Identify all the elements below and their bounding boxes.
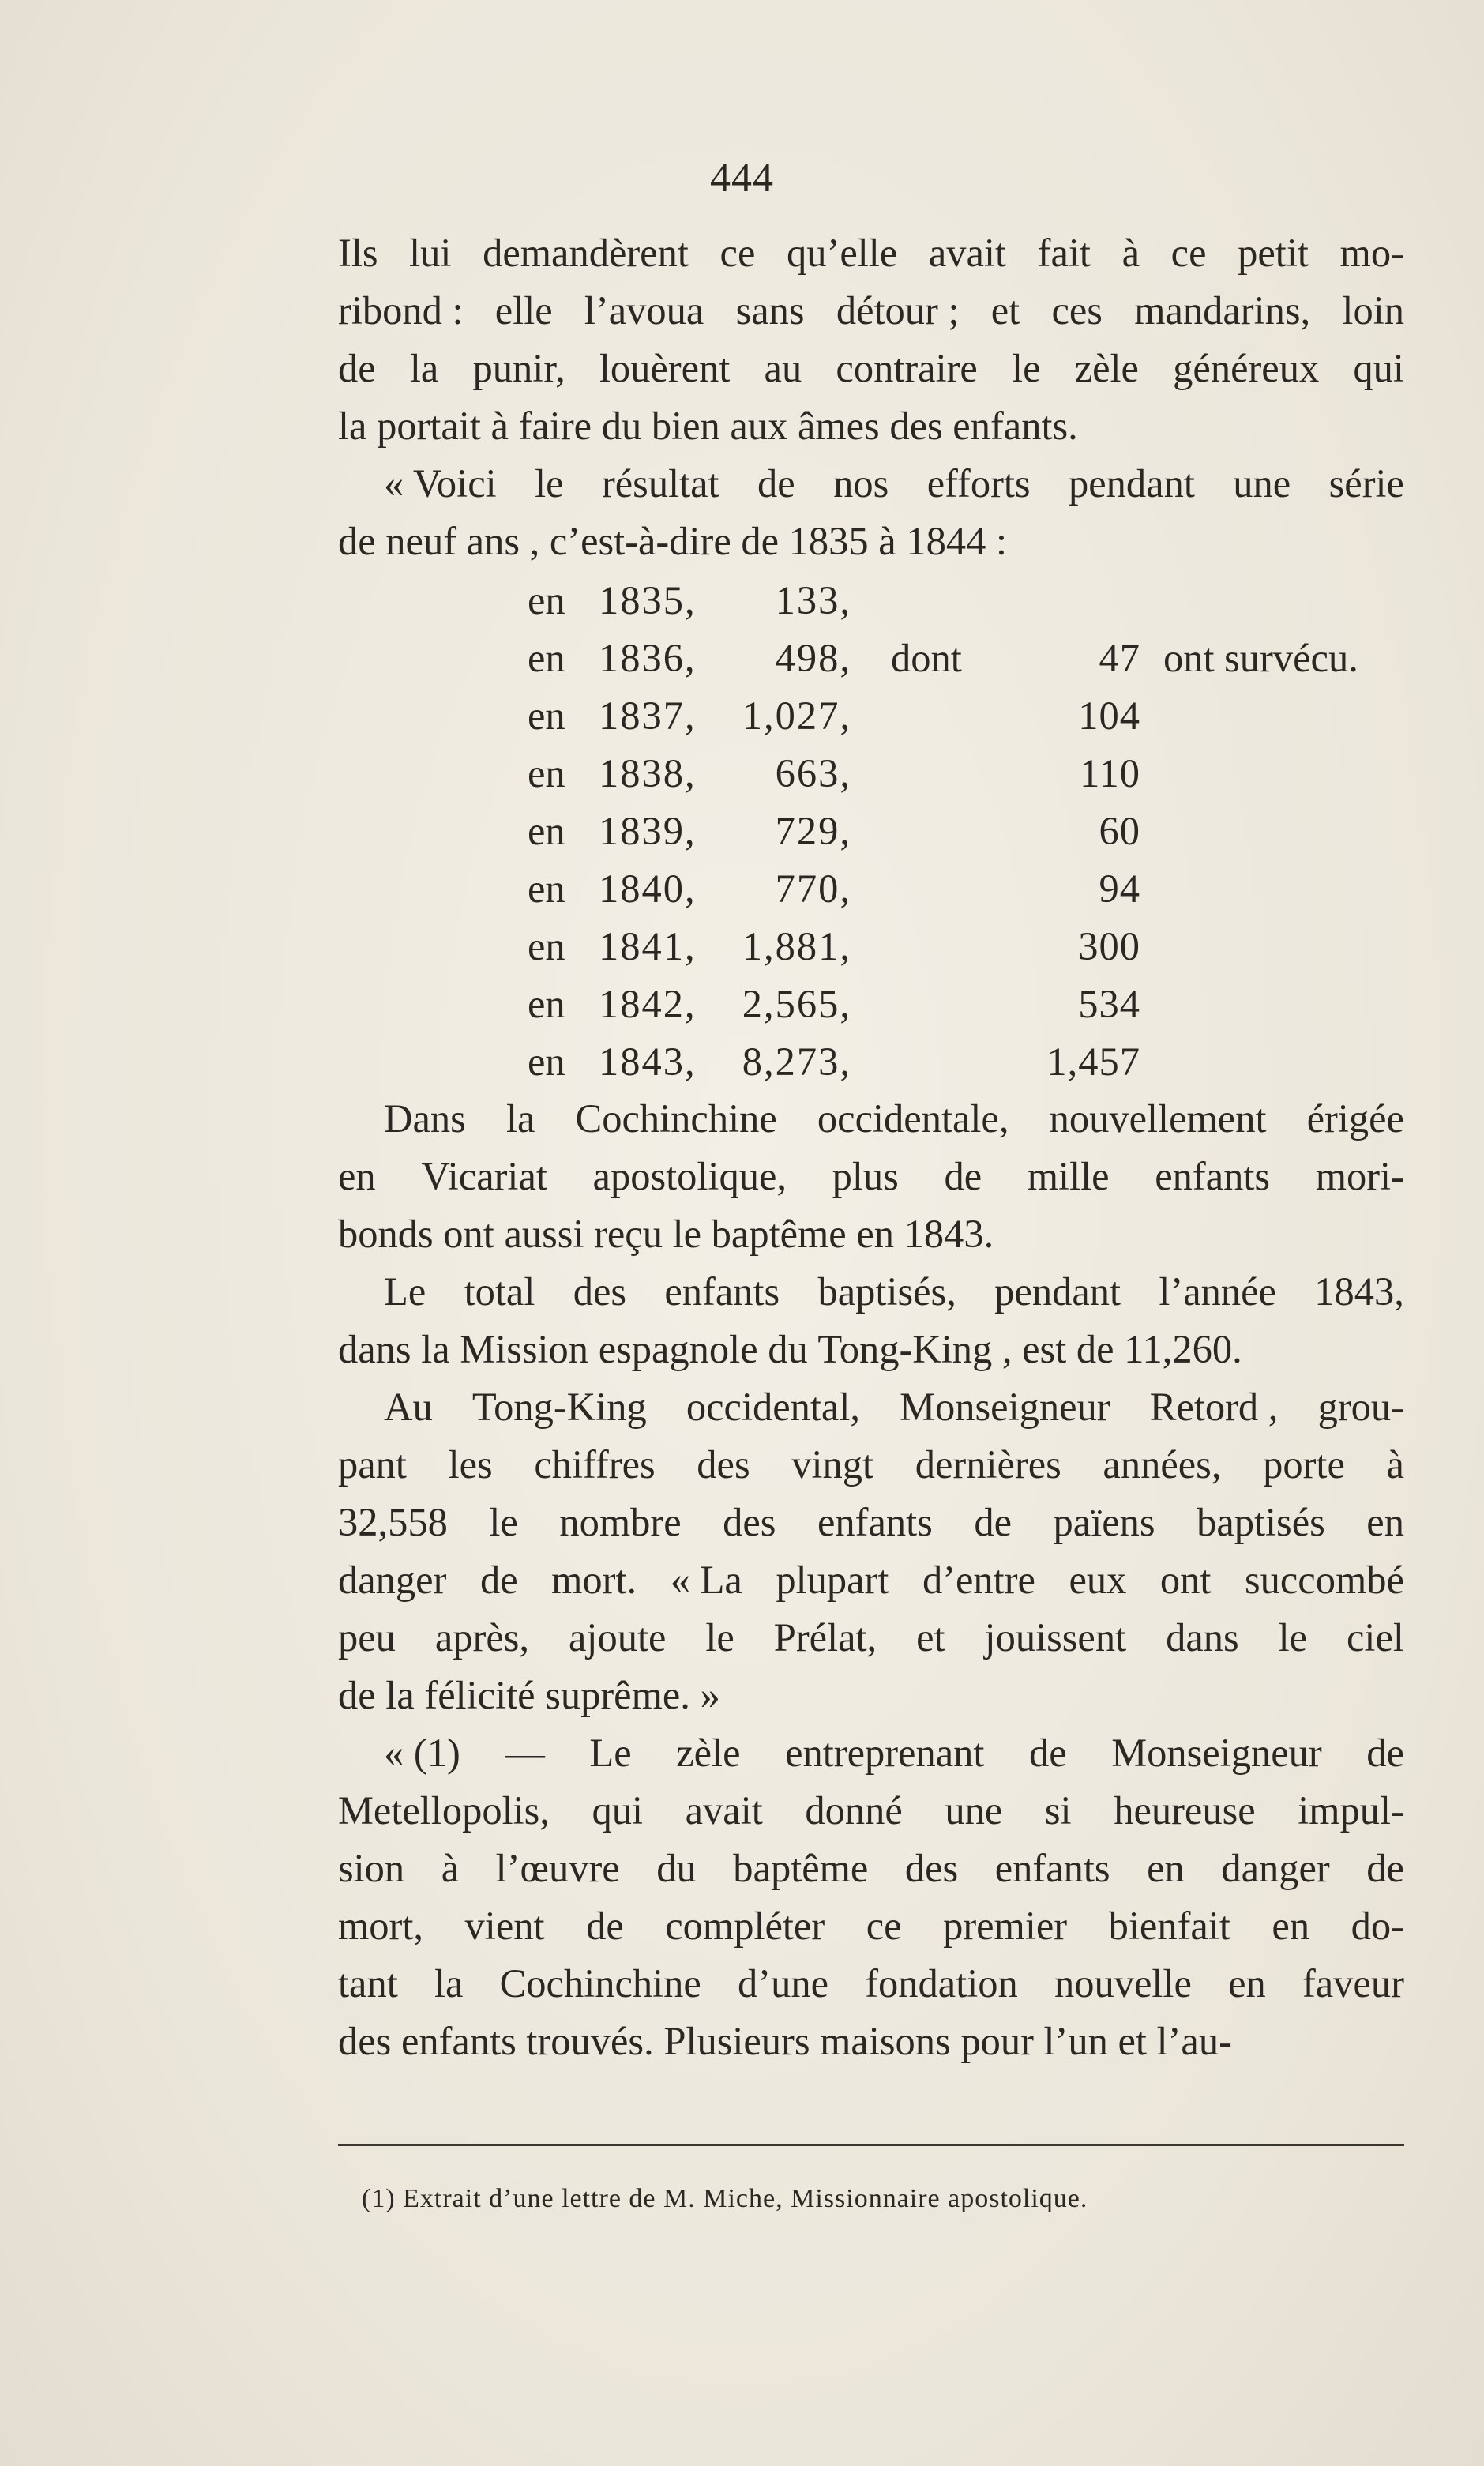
word: des xyxy=(889,404,943,448)
row-prefix: en xyxy=(528,924,565,968)
word: impul- xyxy=(1298,1788,1404,1833)
row-prefix: en xyxy=(528,636,565,680)
word: qu’elle xyxy=(787,231,898,275)
text-line xyxy=(338,282,1404,340)
word: ce xyxy=(1170,231,1207,275)
word: des xyxy=(697,1442,750,1487)
word: enfants xyxy=(664,1269,780,1314)
word: « Voici xyxy=(384,461,497,506)
word: qui xyxy=(1353,346,1404,390)
survived-count: 60 xyxy=(1099,809,1140,853)
page-number: 444 xyxy=(710,156,774,201)
text-line xyxy=(338,1551,1404,1609)
survived-count: 1,457 xyxy=(1046,1039,1140,1084)
text-line xyxy=(338,1378,1404,1436)
word: Cochinchine xyxy=(575,1096,777,1141)
word: à xyxy=(441,1846,460,1890)
word: vingt xyxy=(791,1442,874,1487)
word: en xyxy=(1366,1500,1404,1544)
word: faire xyxy=(518,404,592,448)
text-line xyxy=(338,1897,1404,1955)
word: 11,260. xyxy=(1124,1327,1242,1371)
word: une xyxy=(945,1788,1003,1833)
word: des xyxy=(573,1269,627,1314)
text-line xyxy=(338,1263,1404,1321)
word: pendant xyxy=(1069,461,1195,506)
table-row xyxy=(338,918,1404,975)
word: enfants. xyxy=(952,404,1078,448)
word: fondation xyxy=(865,1961,1018,2006)
year-cell: 1839, xyxy=(599,809,697,853)
word: premier xyxy=(943,1904,1068,1948)
word: 1843. xyxy=(904,1212,994,1256)
survived-note: ont survécu. xyxy=(1163,636,1358,680)
word: 1835 xyxy=(788,519,869,563)
word: en xyxy=(1272,1904,1310,1948)
word: 1843, xyxy=(1314,1269,1404,1314)
table-row xyxy=(338,745,1404,803)
word: l’avoua xyxy=(584,288,704,333)
word: une xyxy=(1233,461,1291,506)
word: de xyxy=(338,519,376,563)
word: entreprenant xyxy=(785,1731,985,1775)
word: de xyxy=(1366,1846,1404,1890)
text-line xyxy=(338,1782,1404,1840)
survived-count: 110 xyxy=(1080,751,1140,795)
word: la xyxy=(421,1327,450,1371)
word: Retord , xyxy=(1149,1385,1279,1429)
word: jouissent xyxy=(984,1615,1127,1660)
word: Metellopolis, xyxy=(338,1788,550,1833)
word: en xyxy=(1228,1961,1266,2006)
word: qui xyxy=(592,1788,644,1833)
word: louèrent xyxy=(599,346,731,390)
word: de xyxy=(586,1904,624,1948)
word: ont xyxy=(443,1212,494,1256)
word: du xyxy=(601,404,642,448)
word: ans , xyxy=(466,519,540,563)
word: baptisés, xyxy=(817,1269,956,1314)
word: bonds xyxy=(338,1212,434,1256)
word: à xyxy=(1121,231,1140,275)
word: en xyxy=(856,1212,895,1256)
word: — xyxy=(505,1731,545,1775)
word: du xyxy=(656,1846,697,1890)
word: des xyxy=(904,1846,959,1890)
word: mort, xyxy=(338,1904,424,1948)
word: de xyxy=(757,461,795,506)
text-line xyxy=(338,224,1404,282)
word: tant xyxy=(338,1961,398,2006)
word: ce xyxy=(866,1904,902,1948)
word: fait xyxy=(1037,231,1091,275)
row-prefix: en xyxy=(528,866,565,911)
word: années, xyxy=(1103,1442,1222,1487)
text-line xyxy=(338,1090,1404,1148)
word: mort. xyxy=(551,1558,637,1602)
year-cell: 1842, xyxy=(599,982,697,1026)
word: loin xyxy=(1342,288,1404,333)
word: do- xyxy=(1351,1904,1404,1948)
word: félicité xyxy=(424,1673,535,1717)
word: Dans xyxy=(384,1096,466,1141)
word: Ils xyxy=(338,231,378,275)
word: espagnole xyxy=(598,1327,758,1371)
word: Plusieurs xyxy=(663,2019,810,2063)
word: occidental, xyxy=(686,1385,860,1429)
baptized-count: 729, xyxy=(775,809,851,853)
word: Monseigneur xyxy=(900,1385,1110,1429)
word: et xyxy=(916,1615,945,1660)
word: résultat xyxy=(601,461,719,506)
word: du xyxy=(768,1327,808,1371)
word: aux xyxy=(730,404,788,448)
word: Monseigneur xyxy=(1111,1731,1322,1775)
word: des xyxy=(723,1500,776,1544)
word: chiffres xyxy=(534,1442,656,1487)
word: baptême xyxy=(711,1212,847,1256)
word: l’œuvre xyxy=(495,1846,620,1890)
table-row xyxy=(338,860,1404,918)
word: est xyxy=(1022,1327,1067,1371)
word: Prélat, xyxy=(773,1615,877,1660)
year-cell: 1837, xyxy=(599,694,697,738)
text-line xyxy=(338,340,1404,397)
word: en xyxy=(1147,1846,1185,1890)
word: de xyxy=(944,1154,982,1198)
word: bien xyxy=(651,404,720,448)
word: peu xyxy=(338,1615,396,1660)
word: dans xyxy=(1166,1615,1239,1660)
word: c’est-à-dire xyxy=(549,519,731,563)
word: zèle xyxy=(1074,346,1139,390)
year-cell: 1841, xyxy=(599,924,697,968)
table-row xyxy=(338,572,1404,630)
word: reçu xyxy=(594,1212,663,1256)
word: série xyxy=(1328,461,1404,506)
baptized-count: 770, xyxy=(775,866,851,911)
word: pour xyxy=(960,2019,1034,2063)
word: l’année xyxy=(1159,1269,1276,1314)
word: mo- xyxy=(1339,231,1404,275)
dont-label: dont xyxy=(891,636,962,680)
word: de xyxy=(1366,1731,1404,1775)
word: punir, xyxy=(472,346,565,390)
survived-count: 47 xyxy=(1099,636,1140,680)
word: mori- xyxy=(1315,1154,1404,1198)
baptized-count: 8,273, xyxy=(742,1039,851,1084)
word: 1844 : xyxy=(906,519,1007,563)
paragraph-2 xyxy=(338,455,1404,570)
body-text-top xyxy=(338,224,1404,570)
text-line xyxy=(338,1436,1404,1494)
table-row xyxy=(338,975,1404,1033)
word: après, xyxy=(434,1615,530,1660)
word: neuf xyxy=(385,519,457,563)
word: la xyxy=(434,1961,464,2006)
word: la xyxy=(409,346,439,390)
row-prefix: en xyxy=(528,1039,565,1084)
word: elle xyxy=(494,288,553,333)
text-line xyxy=(338,1205,1404,1263)
word: de xyxy=(974,1500,1013,1544)
text-line xyxy=(338,2013,1404,2070)
word: de xyxy=(479,1558,518,1602)
word: occidentale, xyxy=(817,1096,1009,1141)
word: total xyxy=(464,1269,535,1314)
word: le xyxy=(705,1615,734,1660)
word: mille xyxy=(1027,1154,1110,1198)
word: enfants xyxy=(817,1500,933,1544)
word: la xyxy=(338,404,367,448)
baptized-count: 498, xyxy=(775,636,851,680)
word: d’une xyxy=(738,1961,829,2006)
baptized-count: 133, xyxy=(775,578,851,622)
body-text-bottom xyxy=(338,1090,1404,2070)
word: faveur xyxy=(1302,1961,1404,2006)
text-line xyxy=(338,1609,1404,1667)
word: nouvellement xyxy=(1049,1096,1267,1141)
table-row xyxy=(338,803,1404,860)
word: enfants xyxy=(1155,1154,1271,1198)
row-prefix: en xyxy=(528,694,565,738)
text-line xyxy=(338,1724,1404,1782)
word: en xyxy=(338,1154,376,1198)
row-prefix: en xyxy=(528,578,565,622)
word: l’un xyxy=(1043,2019,1108,2063)
word: 32,558 xyxy=(338,1500,448,1544)
word: « La xyxy=(670,1558,742,1602)
baptized-count: 1,027, xyxy=(742,694,851,738)
word: maisons xyxy=(820,2019,951,2063)
word: la xyxy=(385,1673,415,1717)
word: enfants xyxy=(400,2019,517,2063)
text-line xyxy=(338,1321,1404,1378)
table-row xyxy=(338,687,1404,745)
word: à xyxy=(490,404,509,448)
word: d’entre xyxy=(922,1558,1035,1602)
table-row xyxy=(338,630,1404,687)
word: eux xyxy=(1069,1558,1127,1602)
footnote: (1) Extrait d’une lettre de M. Miche, Missionnaire apostolique. xyxy=(362,2184,1088,2213)
word: suprême. » xyxy=(545,1673,720,1717)
paragraph-1 xyxy=(338,224,1404,455)
word: heureuse xyxy=(1114,1788,1256,1833)
word: avait xyxy=(928,231,1007,275)
word: lui xyxy=(409,231,452,275)
text-line xyxy=(338,513,1404,570)
word: le xyxy=(489,1500,518,1544)
word: bienfait xyxy=(1108,1904,1230,1948)
survived-count: 94 xyxy=(1099,866,1140,911)
word: porte xyxy=(1263,1442,1345,1487)
word: grou- xyxy=(1317,1385,1404,1429)
text-line xyxy=(338,455,1404,513)
word: si xyxy=(1044,1788,1072,1833)
word: pendant xyxy=(994,1269,1121,1314)
word: ce xyxy=(719,231,756,275)
text-line xyxy=(338,1955,1404,2013)
word: à xyxy=(1386,1442,1404,1487)
baptized-count: 2,565, xyxy=(742,982,851,1026)
word: âmes xyxy=(797,404,880,448)
text-line xyxy=(338,1667,1404,1724)
word: nos xyxy=(833,461,889,506)
text-line xyxy=(338,1494,1404,1551)
word: détour ; xyxy=(836,288,960,333)
word: de xyxy=(338,1673,376,1717)
word: et xyxy=(1118,2019,1147,2063)
word: l’au- xyxy=(1156,2019,1232,2063)
word: sion xyxy=(338,1846,405,1890)
year-cell: 1836, xyxy=(599,636,697,680)
year-cell: 1840, xyxy=(599,866,697,911)
word: la xyxy=(505,1096,535,1141)
word: succombé xyxy=(1244,1558,1404,1602)
paragraph-5 xyxy=(338,1378,1404,1724)
word: des xyxy=(338,2019,392,2063)
word: Tong-King xyxy=(471,1385,647,1429)
word: nombre xyxy=(559,1500,682,1544)
year-cell: 1843, xyxy=(599,1039,697,1084)
table-row xyxy=(338,1033,1404,1091)
word: ribond : xyxy=(338,288,464,333)
word: contraire xyxy=(836,346,978,390)
word: baptisés xyxy=(1197,1500,1325,1544)
text-line xyxy=(338,1148,1404,1205)
word: à xyxy=(878,519,896,563)
word: ciel xyxy=(1347,1615,1404,1660)
word: danger xyxy=(338,1558,447,1602)
word: vient xyxy=(464,1904,545,1948)
word: Vicariat xyxy=(421,1154,547,1198)
word: plupart xyxy=(776,1558,889,1602)
row-prefix: en xyxy=(528,751,565,795)
word: Cochinchine xyxy=(499,1961,701,2006)
paragraph-4 xyxy=(338,1263,1404,1378)
word: païens xyxy=(1053,1500,1155,1544)
word: les xyxy=(448,1442,493,1487)
word: demandèrent xyxy=(483,231,689,275)
word: efforts xyxy=(926,461,1031,506)
word: érigée xyxy=(1306,1096,1404,1141)
word: zèle xyxy=(676,1731,741,1775)
survived-count: 104 xyxy=(1078,694,1140,738)
word: danger xyxy=(1221,1846,1330,1890)
word: dernières xyxy=(915,1442,1061,1487)
text-line xyxy=(338,397,1404,455)
paragraph-3 xyxy=(338,1090,1404,1263)
word: sans xyxy=(735,288,805,333)
word: ont xyxy=(1159,1558,1212,1602)
word: de xyxy=(338,346,376,390)
word: le xyxy=(535,461,564,506)
word: Le xyxy=(384,1269,426,1314)
word: généreux xyxy=(1173,346,1320,390)
footnote-rule xyxy=(338,2144,1404,2146)
word: de xyxy=(741,519,780,563)
word: de xyxy=(1076,1327,1114,1371)
word: Au xyxy=(384,1385,433,1429)
word: enfants xyxy=(994,1846,1110,1890)
survived-count: 300 xyxy=(1078,924,1140,968)
baptized-count: 663, xyxy=(775,751,851,795)
baptism-table xyxy=(338,572,1404,1091)
word: ajoute xyxy=(569,1615,667,1660)
word: ces xyxy=(1051,288,1103,333)
word: « (1) xyxy=(384,1731,460,1775)
row-prefix: en xyxy=(528,809,565,853)
baptized-count: 1,881, xyxy=(742,924,851,968)
word: trouvés. xyxy=(526,2019,654,2063)
word: avait xyxy=(685,1788,763,1833)
word: portait xyxy=(377,404,481,448)
word: plus xyxy=(832,1154,899,1198)
row-prefix: en xyxy=(528,982,565,1026)
survived-count: 534 xyxy=(1078,982,1140,1026)
word: compléter xyxy=(665,1904,825,1948)
word: le xyxy=(672,1212,702,1256)
word: nouvelle xyxy=(1054,1961,1192,2006)
word: au xyxy=(764,346,802,390)
word: donné xyxy=(805,1788,903,1833)
word: et xyxy=(990,288,1020,333)
year-cell: 1835, xyxy=(599,578,697,622)
word: Tong-King , xyxy=(817,1327,1013,1371)
word: aussi xyxy=(504,1212,584,1256)
word: le xyxy=(1278,1615,1308,1660)
word: Le xyxy=(589,1731,632,1775)
word: petit xyxy=(1238,231,1309,275)
paragraph-6 xyxy=(338,1724,1404,2070)
word: pant xyxy=(338,1442,407,1487)
word: de xyxy=(1028,1731,1067,1775)
word: apostolique, xyxy=(592,1154,787,1198)
word: le xyxy=(1012,346,1041,390)
word: Mission xyxy=(460,1327,589,1371)
text-line xyxy=(338,1840,1404,1897)
word: baptême xyxy=(733,1846,869,1890)
word: mandarins, xyxy=(1134,288,1311,333)
word: dans xyxy=(338,1327,411,1371)
year-cell: 1838, xyxy=(599,751,697,795)
